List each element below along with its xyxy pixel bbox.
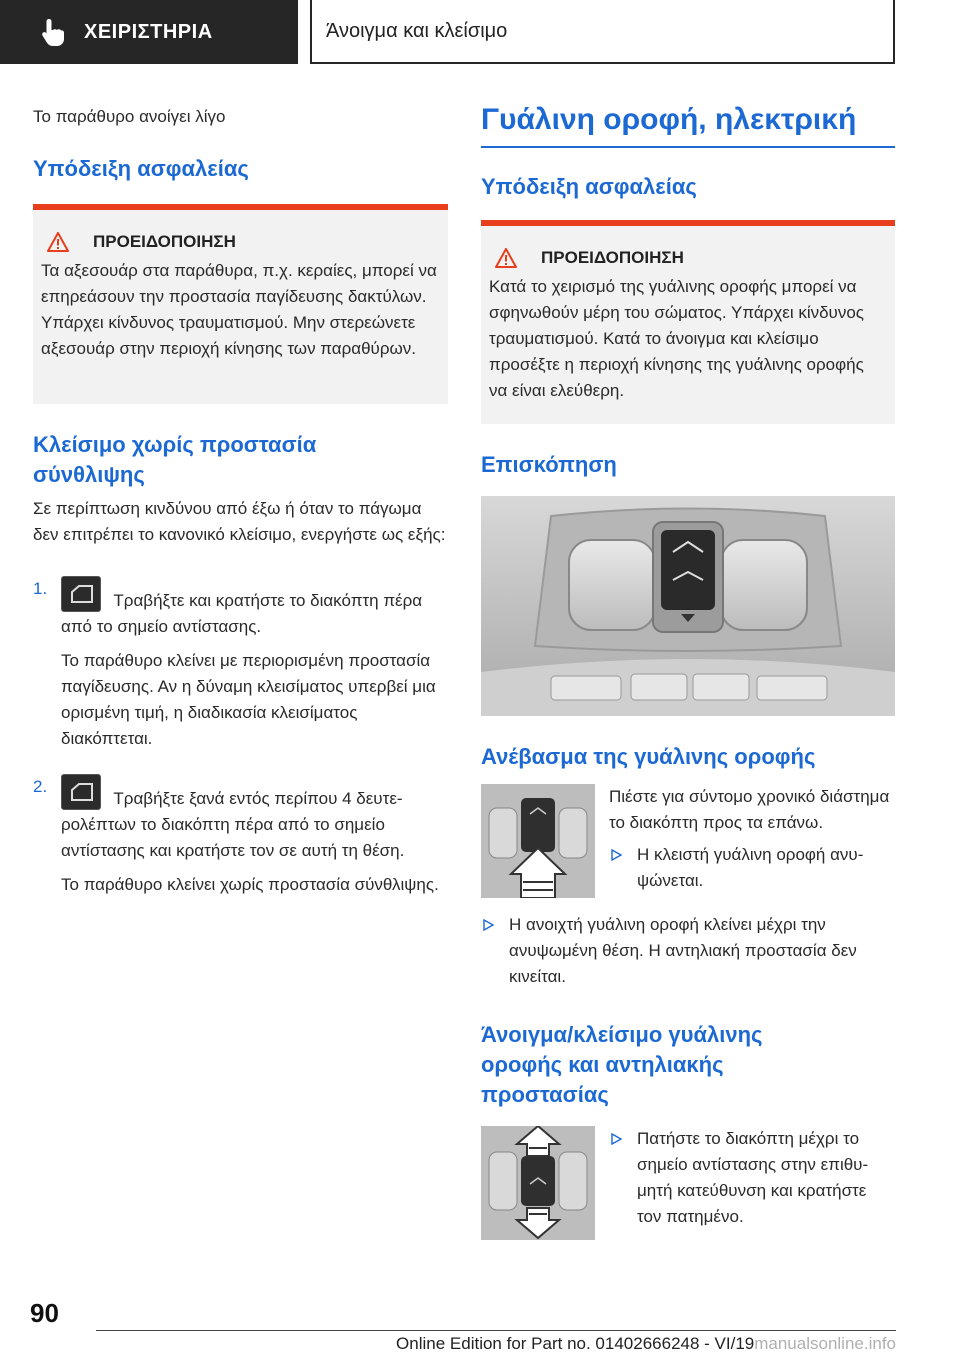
hand-pointer-icon [40,17,66,47]
window-switch-icon [61,576,101,612]
raise-heading: Ανέβασμα της γυάλινης οροφής [481,744,816,769]
header-breadcrumb [310,0,895,64]
step-result: Το παράθυρο κλείνει χωρίς προστασία σύνθλιψης. [61,875,439,894]
step-text: Τραβήξτε ξανά εντός περίπου 4 δευτερολέπτων το διακόπτη πέρα από το σημείο αντίστασης και κρατήστε τον σε αυτή τη θέση. [61,789,405,860]
step-number: 1. [33,579,48,598]
raise-switch-photo [481,784,595,898]
warning-box [481,220,895,424]
warning-triangle-icon [495,248,517,268]
warning-title: ΠΡΟΕΙΔΟΠΟΙΗΣΗ [93,232,236,251]
list-item: Η κλειστή γυάλινη οροφή ανυψώνεται. [609,842,895,894]
left-column [33,100,448,898]
close-heading: Κλείσιμο χωρίς προστασία σύνθλιψης [33,432,317,487]
step-text: Τραβήξτε και κρατήστε το διακόπτη πέρα από το σημείο αντίστασης. [61,591,423,636]
list-item: Η ανοιχτή γυάλινη οροφή κλείνει μέχρι την ανυψωμένη θέση. Η αντηλιακή προστασία δεν κινείται. [481,912,895,990]
warning-text: Κατά το χειρισμό της γυάλινης οροφής μπορεί να σφηνωθούν μέρη του σώματος. Υπάρχει κίνδυνος τραυματισμού. Κατά το άνοιγμα και κλείσιμο προσέξτε η περιοχή κίνησης της γυάλινης οροφής να είναι ελεύθερη. [489,277,865,400]
step-number: 2. [33,777,48,796]
right-column [481,100,895,1240]
watermark: manualsonline.info [754,1334,896,1353]
raise-text: Πιέστε για σύντομο χρονικό διάστημα το διακόπτη προς τα επάνω. [609,787,890,832]
sunroof-title: Γυάλινη οροφή, ηλεκτρική [481,100,895,148]
safety-heading: Υπόδειξη ασφαλείας [481,174,697,199]
warning-triangle-icon [47,232,69,252]
warning-title: ΠΡΟΕΙΔΟΠΟΙΗΣΗ [541,248,684,267]
breadcrumb-section: Άνοιγμα και κλείσιμο [326,19,508,42]
warning-box [33,204,448,404]
manual-section-title: ΧΕΙΡΙΣΤΗΡΙΑ [84,20,213,43]
open-close-heading: Άνοιγμα/κλείσιμο γυάλινης οροφής και αντηλιακής προστασίας [481,1022,763,1107]
list-item: Πατήστε το διακόπτη μέχρι το σημείο αντίστασης στην επιθυμητή κατεύθυνση και κρατήστε τον πατημένο. [609,1126,895,1230]
intro-text: Το παράθυρο ανοίγει λίγο [33,107,226,126]
warning-text: Τα αξεσουάρ στα παράθυρα, π.χ. κεραίες, μπορεί να επηρεάσουν την προστασία παγίδευσης δακτύλων. Υπάρχει κίνδυνος τραυματισμού. Μην στερεώνετε αξεσουάρ στην περιοχή κίνησης των παραθύρων. [41,261,437,358]
page-number: 90 [30,1298,59,1328]
footer-edition: Online Edition for Part no. 01402666248 - VI/19manualsonline.info [396,1334,896,1353]
triangle-bullet-icon [483,919,494,931]
triangle-bullet-icon [611,1133,622,1145]
overview-photo [481,496,895,716]
step-result: Το παράθυρο κλείνει με περιορισμένη προστασία παγίδευσης. Αν η δύναμη κλεισίματος υπερβεί μια ορισμένη τιμή, η διαδικασία κλεισίματος διακόπτεται. [61,651,436,748]
footer-rule [96,1330,896,1331]
header-manual-tab[interactable] [0,0,298,64]
open-switch-photo [481,1126,595,1240]
step-1 [33,576,448,752]
step-2 [33,774,448,898]
close-intro-text: Σε περίπτωση κινδύνου από έξω ή όταν το πάγωμα δεν επιτρέπει το κανονικό κλείσιμο, ενεργήστε ως εξής: [33,499,446,544]
safety-heading: Υπόδειξη ασφαλείας [33,156,249,181]
window-switch-icon [61,774,101,810]
triangle-bullet-icon [611,849,622,861]
overview-heading: Επισκόπηση [481,452,617,477]
